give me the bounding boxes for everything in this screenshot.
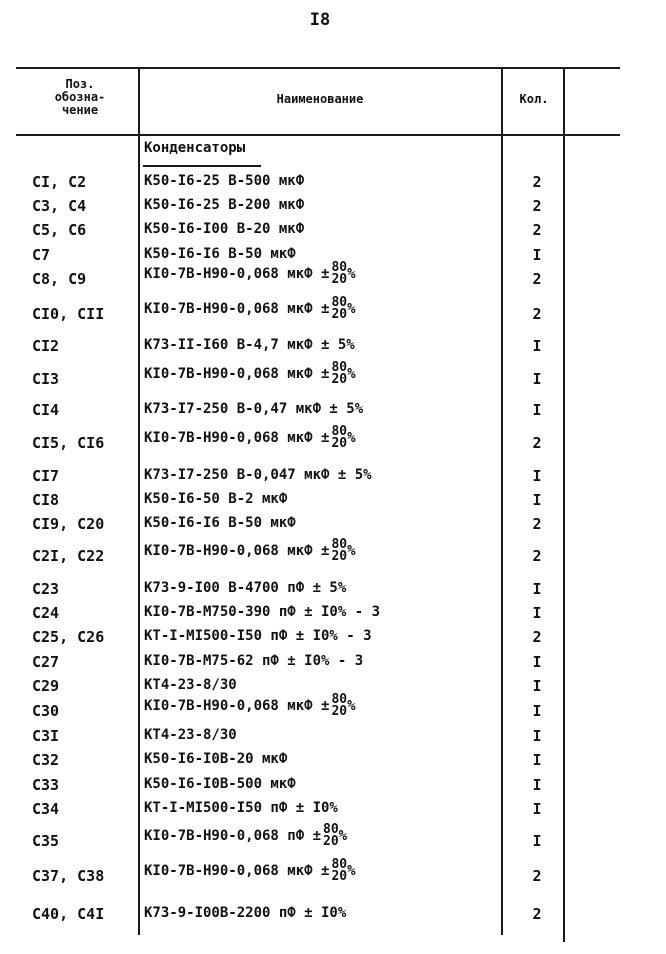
row-item-name-text: КI0-7В-Н90-0,068 пФ ± [144, 828, 322, 844]
row-position-designator: CI, C2 [32, 173, 87, 191]
row-quantity: I [532, 401, 542, 419]
row-position-designator: C40, C4I [32, 905, 105, 923]
row-position-designator: C7 [32, 246, 51, 264]
row-item-name-text: КI0-7В-Н90-0,068 мкФ ± [144, 301, 330, 317]
row-item-name-text: КТ-I-МI500-I50 пФ ± I0% [144, 800, 338, 816]
tolerance-percent-sign: % [347, 301, 356, 317]
row-item-name [144, 337, 355, 353]
tolerance-percent-sign: % [338, 828, 348, 844]
row-item-name [144, 539, 356, 563]
header-pos-line-3: чение [61, 103, 99, 117]
table-top-border [16, 67, 620, 69]
row-position-designator: C29 [32, 677, 60, 695]
page-number: I8 [309, 10, 331, 30]
tolerance-fraction [331, 262, 347, 286]
header-pos-line-2: обозна- [54, 90, 106, 104]
row-item-name-text: КI0-7В-М75-62 пФ ± I0% - 3 [144, 653, 364, 669]
column-divider-qty [563, 67, 565, 942]
tolerance-fraction [331, 694, 347, 718]
tolerance-upper: 80 [331, 360, 348, 375]
row-position-designator: C37, C38 [32, 867, 105, 885]
row-item-name-text: К50-I6-I0В-500 мкФ [144, 776, 296, 792]
row-item-name [144, 467, 372, 483]
tolerance-fraction [331, 426, 347, 450]
row-item-name-text: К50-I6-50 В-2 мкФ [144, 491, 288, 507]
header-bottom-border [16, 134, 620, 136]
row-quantity: I [532, 337, 542, 355]
row-item-name [144, 515, 296, 531]
tolerance-upper: 80 [323, 822, 339, 837]
header-pos-line-1: Поз. [65, 77, 95, 91]
tolerance-lower: 20 [331, 704, 348, 719]
row-item-name [144, 426, 356, 450]
row-item-name-text: К50-I6-25 В-500 мкФ [144, 173, 305, 189]
tolerance-percent-sign: % [347, 543, 356, 559]
row-position-designator: CI8 [32, 491, 60, 509]
row-quantity: 2 [532, 547, 542, 565]
row-item-name [144, 362, 356, 386]
row-item-name [144, 694, 356, 718]
tolerance-fraction [331, 362, 347, 386]
row-quantity: I [532, 580, 542, 598]
row-position-designator: C3I [32, 727, 60, 745]
row-item-name-text: КI0-7В-Н90-0,068 мкФ ± [144, 543, 330, 559]
row-position-designator: CI9, C20 [32, 515, 105, 533]
row-position-designator: C5, C6 [32, 221, 87, 239]
row-item-name-text: КI0-7В-М750-390 пФ ± I0% - 3 [144, 604, 381, 620]
tolerance-lower: 20 [331, 549, 348, 564]
row-item-name [144, 197, 304, 213]
tolerance-percent-sign: % [347, 863, 356, 879]
tolerance-lower: 20 [331, 869, 348, 884]
row-position-designator: C32 [32, 751, 60, 769]
row-quantity: 2 [532, 221, 542, 239]
row-item-name-text: КТ-I-МI500-I50 пФ ± I0% - 3 [144, 628, 372, 644]
row-item-name-text: К50-I6-I6 В-50 мкФ [144, 515, 296, 531]
row-item-name-text: К50-I6-I00 В-20 мкФ [144, 221, 305, 237]
row-item-name [144, 580, 346, 596]
column-divider-pos [138, 67, 140, 935]
row-quantity: I [532, 467, 542, 485]
row-quantity: I [532, 370, 542, 388]
row-position-designator: C23 [32, 580, 60, 598]
row-item-name-text: КТ4-23-8/30 [144, 677, 237, 693]
row-item-name [144, 859, 356, 883]
row-item-name-text: К50-I6-25 В-200 мкФ [144, 197, 305, 213]
row-position-designator: CI7 [32, 467, 60, 485]
row-position-designator: C2I, C22 [32, 547, 105, 565]
row-item-name-text: К73-I7-250 В-0,47 мкФ ± 5% [144, 401, 364, 417]
row-item-name-text: К50-I6-I0В-20 мкФ [144, 751, 288, 767]
row-item-name [144, 262, 356, 286]
row-position-designator: CI2 [32, 337, 60, 355]
row-item-name [144, 653, 363, 669]
row-item-name-text: К73-I7-250 В-0,047 мкФ ± 5% [144, 467, 372, 483]
row-position-designator: C24 [32, 604, 60, 622]
row-quantity: 2 [532, 197, 542, 215]
tolerance-lower: 20 [331, 307, 348, 322]
row-item-name [144, 824, 347, 848]
row-position-designator: CI0, CII [32, 305, 105, 323]
row-item-name-text: К73-II-I60 В-4,7 мкФ ± 5% [144, 337, 355, 353]
tolerance-percent-sign: % [347, 266, 356, 282]
row-quantity: I [532, 776, 542, 794]
row-item-name-text: К73-9-I00В-2200 пФ ± I0% [144, 905, 347, 921]
tolerance-upper: 80 [331, 537, 348, 552]
tolerance-lower: 20 [331, 272, 348, 287]
row-position-designator: C27 [32, 653, 60, 671]
row-item-name [144, 401, 363, 417]
tolerance-upper: 80 [331, 424, 348, 439]
tolerance-upper: 80 [331, 857, 348, 872]
row-item-name [144, 776, 296, 792]
row-item-name [144, 246, 296, 262]
row-item-name [144, 751, 287, 767]
tolerance-fraction [331, 859, 347, 883]
tolerance-lower: 20 [331, 372, 348, 387]
section-title: Конденсаторы [144, 140, 246, 156]
row-quantity: I [532, 800, 542, 818]
row-position-designator: C35 [32, 832, 60, 850]
row-item-name-text: КI0-7В-Н90-0,068 мкФ ± [144, 366, 330, 382]
tolerance-percent-sign: % [347, 366, 356, 382]
row-item-name [144, 628, 372, 644]
tolerance-fraction [331, 539, 347, 563]
row-item-name [144, 173, 304, 189]
header-qty: Кол. [519, 92, 549, 106]
tolerance-upper: 80 [331, 692, 348, 707]
tolerance-percent-sign: % [347, 698, 356, 714]
row-item-name [144, 297, 356, 321]
row-quantity: I [532, 246, 542, 264]
row-quantity: 2 [532, 515, 542, 533]
tolerance-lower: 20 [323, 834, 339, 849]
row-quantity: 2 [532, 867, 542, 885]
row-position-designator: C33 [32, 776, 60, 794]
row-item-name-text: КI0-7В-Н90-0,068 мкФ ± [144, 430, 330, 446]
row-item-name [144, 800, 338, 816]
row-quantity: 2 [532, 905, 542, 923]
row-quantity: I [532, 702, 542, 720]
row-position-designator: C3, C4 [32, 197, 87, 215]
row-quantity: I [532, 677, 542, 695]
section-title-underline [143, 165, 261, 167]
tolerance-upper: 80 [331, 295, 348, 310]
row-quantity: I [532, 653, 542, 671]
row-quantity: I [532, 832, 542, 850]
row-item-name [144, 221, 304, 237]
row-quantity: 2 [532, 305, 542, 323]
row-position-designator: CI5, CI6 [32, 434, 105, 452]
row-quantity: I [532, 751, 542, 769]
row-item-name [144, 905, 346, 921]
row-item-name-text: КТ4-23-8/30 [144, 727, 237, 743]
row-quantity: I [532, 491, 542, 509]
row-item-name-text: КI0-7В-Н90-0,068 мкФ ± [144, 863, 330, 879]
column-divider-name [501, 67, 503, 935]
row-position-designator: C25, C26 [32, 628, 105, 646]
row-item-name-text: КI0-7В-Н90-0,068 мкФ ± [144, 266, 330, 282]
row-item-name-text: К50-I6-I6 В-50 мкФ [144, 246, 296, 262]
row-quantity: 2 [532, 434, 542, 452]
row-quantity: 2 [532, 173, 542, 191]
row-item-name [144, 604, 380, 620]
row-quantity: I [532, 604, 542, 622]
header-pos [30, 78, 130, 117]
tolerance-lower: 20 [331, 436, 348, 451]
row-item-name-text: КI0-7В-Н90-0,068 мкФ ± [144, 698, 330, 714]
header-name: Наименование [276, 92, 364, 106]
row-item-name [144, 677, 237, 693]
row-item-name [144, 727, 237, 743]
row-quantity: 2 [532, 628, 542, 646]
row-position-designator: C8, C9 [32, 270, 87, 288]
tolerance-upper: 80 [331, 260, 348, 275]
tolerance-fraction [323, 824, 339, 848]
row-position-designator: C34 [32, 800, 60, 818]
row-item-name-text: К73-9-I00 В-4700 пФ ± 5% [144, 580, 347, 596]
row-item-name [144, 491, 287, 507]
row-quantity: 2 [532, 270, 542, 288]
row-quantity: I [532, 727, 542, 745]
tolerance-fraction [331, 297, 347, 321]
row-position-designator: C30 [32, 702, 60, 720]
tolerance-percent-sign: % [347, 430, 356, 446]
row-position-designator: CI4 [32, 401, 60, 419]
row-position-designator: CI3 [32, 370, 60, 388]
